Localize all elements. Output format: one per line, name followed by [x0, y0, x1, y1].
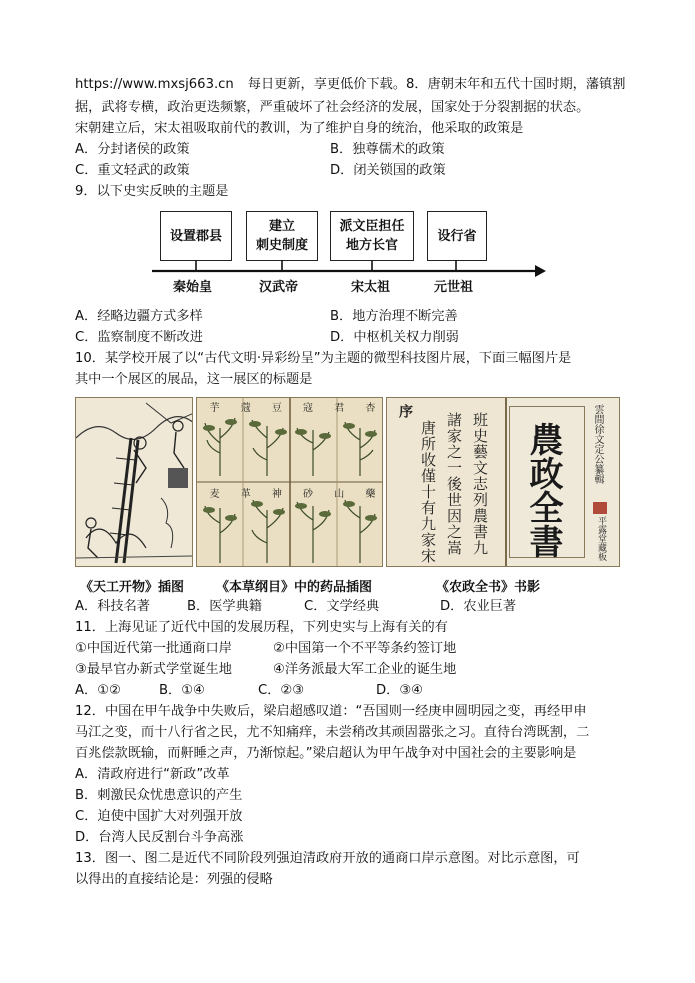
preface-col-2: 諸家之一後世因之嵩 [445, 412, 463, 556]
q11-option-d: D．③④ [376, 683, 423, 698]
timeline-label-2: 汉武帝 [259, 280, 299, 295]
timeline-label-1: 秦始皇 [173, 280, 213, 295]
seal-icon [593, 502, 607, 514]
q11-item-1: ①中国近代第一批通商口岸 [75, 641, 232, 656]
herb-labels-bottom: 麦 革 神 砂 山 藥 [207, 488, 374, 498]
q10-stem-2: 其中一个展区的展品，这一展区的标题是 [75, 372, 313, 387]
q10-stem-1: 10．某学校开展了以“古代文明·异彩纷呈”为主题的微型科技图片展，下面三幅图片是 [75, 351, 572, 366]
q13-stem-1: 13．图一、图二是近代不同阶段列强迫清政府开放的通商口岸示意图。对比示意图，可 [75, 851, 580, 866]
cover-side-text: 雲間徐文定公纂輯 [592, 404, 603, 484]
header-line-2: 据，武将专横，政治更迭频繁，严重破坏了社会经济的发展，国家处于分裂割据的状态。 [75, 100, 590, 115]
preface-page [387, 398, 507, 567]
q11-item-3: ③最早官办新式学堂诞生地 [75, 662, 232, 677]
q11-option-c: C．②③ [258, 683, 305, 698]
q11-stem: 11．上海见证了近代中国的发展历程，下列史实与上海有关的有 [75, 620, 448, 635]
q12-stem-3: 百兆偿款既输，而鼾睡之声，乃渐惊起。”梁启超认为甲午战争对中国社会的主要影响是 [75, 746, 577, 761]
timeline-box-4: 设行省 [427, 211, 487, 261]
timeline-box-3: 派文臣担任 地方长官 [330, 211, 414, 261]
q12-option-a: A．清政府进行“新政”改革 [75, 767, 230, 782]
timeline-label-3: 宋太祖 [351, 280, 391, 295]
source-url[interactable]: https://www.mxsj663.cn [75, 77, 234, 92]
q10-option-a: A．科技名著 [75, 599, 150, 614]
q11-item-2: ②中国第一个不平等条约签订地 [273, 641, 457, 656]
q9-stem: 9．以下史实反映的主题是 [75, 184, 229, 199]
q9-option-a: A．经略边疆方式多样 [75, 309, 203, 324]
cover-bottom-text: 平露堂藏板 [596, 516, 606, 561]
q12-stem-1: 12．中国在甲午战争中失败后，梁启超感叹道：“吾国则一经庚申圆明园之变，再经甲申 [75, 704, 587, 719]
q11-option-b: B．①④ [159, 683, 205, 698]
header-text: 每日更新，享更低价下载。8．唐朝末年和五代十国时期，藩镇割 [247, 77, 626, 92]
q12-option-c: C．迫使中国扩大对列强开放 [75, 809, 243, 824]
caption-tiangong: 《天工开物》插图 [80, 580, 185, 595]
herb-labels-top: 芋 蔻 豆 寇 君 杏 [207, 402, 374, 412]
q9-option-b: B．地方治理不断完善 [330, 309, 458, 324]
nongzheng-quanshu-photo [386, 397, 620, 567]
q8-stem: 宋朝建立后，宋太祖吸取前代的教训，为了维护自身的统治，他采取的政策是 [75, 121, 524, 136]
q12-option-d: D．台湾人民反割台斗争高涨 [75, 830, 244, 845]
preface-col-1: 班史藝文志列農書九 [471, 412, 489, 556]
cover-page [507, 398, 620, 567]
caption-bencao: 《本草纲目》中的药品插图 [216, 580, 373, 595]
q8-option-c: C．重文轻武的政策 [75, 163, 190, 178]
timeline-label-4: 元世祖 [434, 280, 474, 295]
q13-stem-2: 以得出的直接结论是：列强的侵略 [75, 872, 273, 887]
q8-option-b: B．独尊儒术的政策 [330, 142, 445, 157]
cover-title: 農政全書 [523, 422, 563, 558]
herb-plates-icon [197, 398, 383, 567]
q12-option-b: B．刺激民众忧患意识的产生 [75, 788, 243, 803]
q9-option-c: C．监察制度不断改进 [75, 330, 203, 345]
q10-option-b: B．医学典籍 [187, 599, 262, 614]
timeline-box-2: 建立 刺史制度 [246, 211, 318, 261]
caption-nongzheng: 《农政全书》书影 [436, 580, 541, 595]
preface-title: 序 [397, 404, 413, 418]
preface-col-3: 唐所收僅十有九家宋 [419, 420, 437, 564]
q8-option-a: A．分封诸侯的政策 [75, 142, 190, 157]
tiangong-kaiwu-illustration [75, 397, 193, 567]
q9-option-d: D．中枢机关权力削弱 [330, 330, 459, 345]
q10-option-d: D．农业巨著 [440, 599, 517, 614]
header-line-1 [75, 75, 625, 95]
q12-stem-2: 马江之变，而十八行省之民，尤不知痛痒，未尝稍改其顽固嚣张之习。直待台湾既割，二 [75, 725, 590, 740]
q10-option-c: C．文学经典 [304, 599, 380, 614]
timeline-box-1: 设置郡县 [160, 211, 232, 261]
q11-item-4: ④洋务派最大军工企业的诞生地 [273, 662, 457, 677]
q11-option-a: A．①② [75, 683, 121, 698]
timeline-arrow-icon [535, 265, 546, 277]
q8-option-d: D．闭关锁国的政策 [330, 163, 446, 178]
bencao-gangmu-illustration [196, 397, 383, 567]
woodblock-drawing-icon [76, 398, 193, 567]
